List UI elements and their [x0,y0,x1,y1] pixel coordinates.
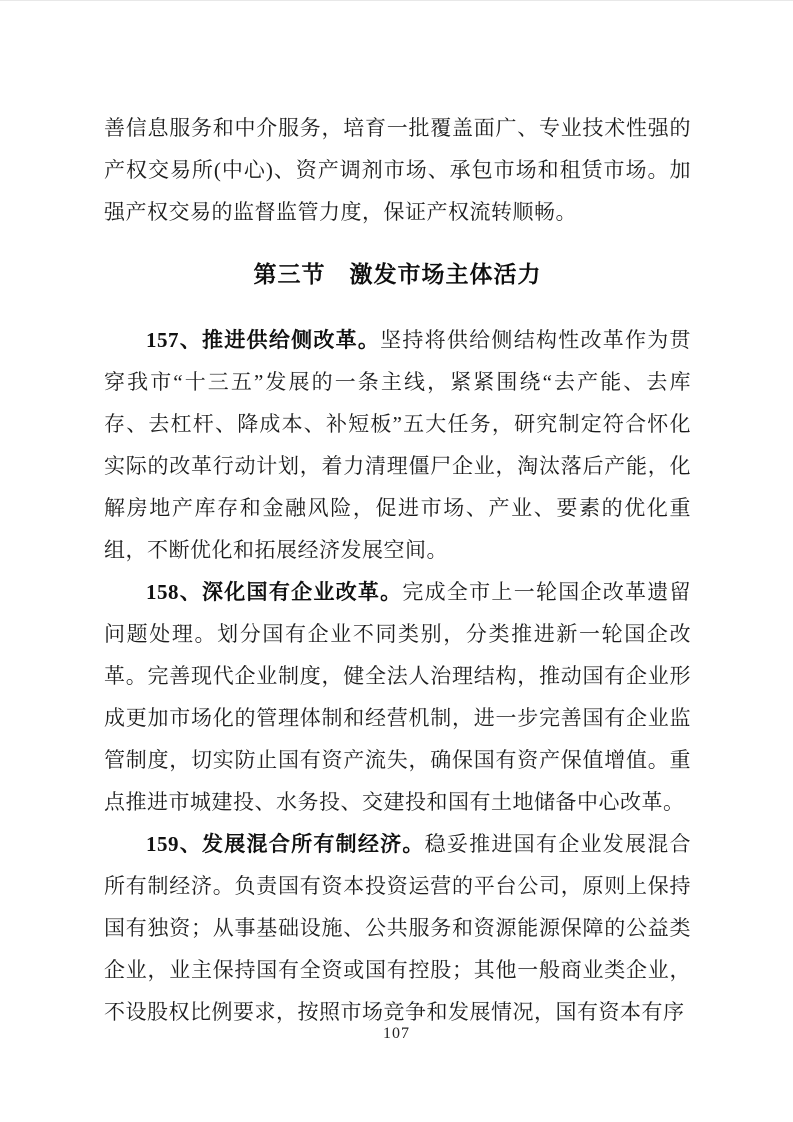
paragraph-continuation: 善信息服务和中介服务，培育一批覆盖面广、专业技术性强的产权交易所(中心)、资产调剂市场、承包市场和租赁市场。加强产权交易的监督监管力度，保证产权流转顺畅。 [104,116,691,224]
paragraph-158-body: 完成全市上一轮国企改革遗留问题处理。划分国有企业不同类别，分类推进新一轮国企改革。完善现代企业制度，健全法人治理结构，推动国有企业形成更加市场化的管理体制和经营机制，进一步完善国有企业监管制度，切实防止国有资产流失，确保国有资产保值增值。重点推进市城建投、水务投、交建投和国有土地储备中心改革。 [104,580,692,814]
section-heading: 第三节 激发市场主体活力 [253,262,542,287]
paragraph-159-title: 发展混合所有制经济。 [202,832,425,856]
paragraph-157 [104,319,691,571]
paragraph-159-number: 159、 [146,832,203,856]
paragraph-158 [104,571,691,823]
paragraph-158-number: 158、 [146,580,203,604]
paragraph-157-body: 坚持将供给侧结构性改革作为贯穿我市“十三五”发展的一条主线，紧紧围绕“去产能、去库存、去杠杆、降成本、补短板”五大任务，研究制定符合怀化实际的改革行动计划，着力清理僵尸企业，淘汰落后产能，化解房地产库存和金融风险，促进市场、产业、要素的优化重组，不断优化和拓展经济发展空间。 [104,328,692,562]
page-number: 107 [383,1025,410,1042]
paragraph-157-number: 157、 [146,328,203,352]
paragraph-159 [104,823,691,1033]
paragraph-159-body: 稳妥推进国有企业发展混合所有制经济。负责国有资本投资运营的平台公司，原则上保持国有独资；从事基础设施、公共服务和资源能源保障的公益类企业，业主保持国有全资或国有控股；其他一般商业类企业，不设股权比例要求，按照市场竞争和发展情况，国有资本有序 [104,832,692,1024]
paragraph-157-title: 推进供给侧改革。 [202,328,381,352]
paragraph-158-title: 深化国有企业改革。 [202,580,403,604]
